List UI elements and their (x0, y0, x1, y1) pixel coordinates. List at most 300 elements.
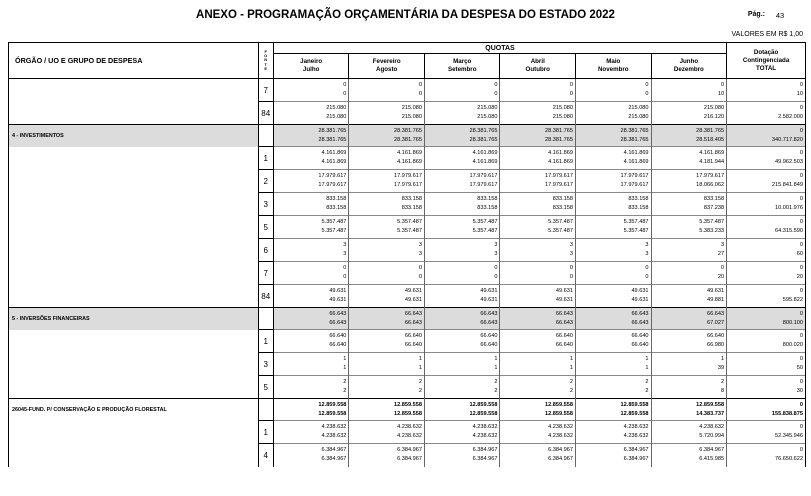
dotacao-value: 0 (799, 288, 803, 294)
total-value: 50 (796, 365, 803, 371)
second-half-value: 28.518.405 (696, 136, 725, 143)
second-half-value: 66.640 (329, 342, 347, 348)
month-value-cell (273, 193, 349, 216)
second-half-value: 66.643 (480, 319, 498, 326)
second-half-value: 1 (645, 365, 649, 371)
month-value-cell (651, 239, 727, 262)
first-half-value: 2 (418, 379, 422, 385)
total-value: 215.841.849 (771, 182, 803, 188)
second-half-value: 4.161.869 (623, 159, 649, 165)
total-cell (727, 330, 806, 353)
month-value-cell (576, 330, 652, 353)
first-half-value: 4.161.869 (623, 150, 649, 156)
second-half-value: 215.080 (401, 114, 422, 120)
first-half-value: 2 (494, 379, 498, 385)
month-name: Fevereiro (372, 58, 401, 65)
second-half-value: 0 (494, 274, 498, 280)
month-value-cell (273, 239, 349, 262)
second-half-value: 66.640 (631, 342, 649, 348)
table-row (9, 353, 806, 376)
month-value-cell (500, 193, 576, 216)
total-cell (727, 399, 806, 421)
second-half-value: 0 (343, 274, 347, 280)
table-row (9, 330, 806, 353)
first-half-value: 0 (569, 82, 574, 88)
second-half-value: 20 (717, 274, 725, 280)
second-half-value: 12.859.558 (318, 410, 347, 417)
second-half-value: 5.357.487 (548, 228, 574, 234)
row-label (9, 444, 259, 467)
total-cell (727, 353, 806, 376)
table-row (9, 147, 806, 170)
first-half-value: 1 (343, 356, 347, 362)
month-value-cell (349, 125, 425, 147)
dotacao-value: 0 (799, 105, 803, 111)
second-half-value: 28.381.765 (620, 136, 649, 143)
second-half-value: 17.979.617 (318, 182, 347, 188)
total-value: 800.100 (782, 319, 803, 326)
first-half-value: 3 (645, 242, 649, 248)
row-fonte: 4 (258, 444, 273, 467)
first-half-value: 0 (494, 82, 498, 88)
first-half-value: 0 (418, 82, 422, 88)
total-value: 595.822 (782, 297, 803, 303)
first-half-value: 833.158 (703, 196, 725, 202)
second-half-value: 833.158 (401, 205, 422, 211)
first-half-value: 17.979.617 (318, 173, 347, 179)
second-half-value: 27 (717, 251, 725, 257)
second-half-value: 8 (721, 388, 725, 394)
month-value-cell (500, 399, 576, 421)
first-half-value: 5.357.487 (548, 219, 574, 225)
total-cell (727, 421, 806, 444)
org-column-header: ÓRGÃO / UO E GRUPO DE DESPESA (9, 43, 259, 79)
month-value-cell (424, 239, 500, 262)
second-half-value: 6.384.967 (472, 456, 498, 463)
first-half-value: 6.384.967 (699, 447, 725, 454)
first-half-value: 4.238.632 (548, 424, 574, 430)
month-value-cell (273, 79, 349, 102)
month-value-cell (273, 262, 349, 285)
table-row (9, 376, 806, 399)
total-value: 49.962.503 (775, 159, 803, 165)
first-half-value: 1 (494, 356, 498, 362)
row-fonte: 1 (258, 421, 273, 444)
first-half-value: 4.161.869 (699, 150, 725, 156)
first-half-value: 833.158 (552, 196, 574, 202)
second-half-value: 4.161.869 (472, 159, 498, 165)
first-half-value: 833.158 (477, 196, 498, 202)
month-value-cell (349, 308, 425, 330)
row-fonte: 3 (258, 353, 273, 376)
second-half-value: 3 (418, 251, 422, 257)
month-value-cell (349, 79, 425, 102)
row-fonte: 5 (258, 376, 273, 399)
first-half-value: 2 (343, 379, 347, 385)
first-half-value: 1 (569, 356, 574, 362)
second-half-value: 3 (569, 251, 574, 257)
report-title: ANEXO - PROGRAMAÇÃO ORÇAMENTÁRIA DA DESPESA DO ESTADO 2022 (196, 9, 615, 21)
dotacao-value: 0 (799, 310, 803, 317)
month-value-cell (273, 399, 349, 421)
first-half-value: 66.640 (707, 333, 725, 339)
first-half-value: 66.640 (480, 333, 498, 339)
total-value: 20 (796, 274, 803, 280)
second-half-value: 66.640 (555, 342, 574, 348)
second-half-value: 17.979.617 (545, 182, 574, 188)
fonte-letter: O (264, 53, 268, 59)
table-header (9, 43, 806, 79)
second-half-value: 837.238 (703, 205, 725, 211)
second-half-value: 3 (645, 251, 649, 257)
row-fonte: 1 (258, 330, 273, 353)
total-value: 60 (796, 251, 803, 257)
first-half-value: 5.357.487 (623, 219, 649, 225)
month-value-cell (273, 353, 349, 376)
first-half-value: 1 (645, 356, 649, 362)
month-value-cell (349, 102, 425, 125)
first-half-value: 49.631 (707, 288, 725, 294)
first-half-value: 17.979.617 (696, 173, 725, 179)
month-value-cell (273, 308, 349, 330)
total-value: 800.020 (782, 342, 803, 348)
second-half-value: 49.631 (329, 297, 347, 303)
month-header (424, 54, 500, 79)
second-half-value: 28.381.765 (469, 136, 498, 143)
first-half-value: 2 (569, 379, 574, 385)
total-cell (727, 125, 806, 147)
month-value-cell (500, 102, 576, 125)
second-half-value: 6.384.967 (321, 456, 347, 463)
month-value-cell (576, 308, 652, 330)
month-value-cell (651, 125, 727, 147)
row-label (9, 193, 259, 216)
month-value-cell (576, 239, 652, 262)
first-half-value: 12.859.558 (620, 401, 649, 408)
first-half-value: 6.384.967 (397, 447, 422, 454)
first-half-value: 3 (721, 242, 725, 248)
first-half-value: 66.643 (555, 310, 574, 317)
second-half-value: 14.383.737 (696, 410, 725, 417)
month-value-cell (424, 376, 500, 399)
second-half-value: 2 (569, 388, 574, 394)
first-half-value: 49.631 (555, 288, 574, 294)
first-half-value: 0 (721, 265, 725, 271)
fonte-column-header (258, 43, 273, 79)
second-half-value: 28.381.765 (318, 136, 347, 143)
fonte-letter: N (264, 57, 268, 63)
first-half-value: 66.640 (555, 333, 574, 339)
total-cell (727, 308, 806, 330)
second-half-value: 49.631 (404, 297, 422, 303)
month-value-cell (651, 147, 727, 170)
second-half-value: 2 (418, 388, 422, 394)
table-row (9, 102, 806, 125)
fonte-letter: E (264, 65, 268, 71)
second-half-value: 17.979.617 (393, 182, 422, 188)
second-half-value: 1 (494, 365, 498, 371)
first-half-value: 66.643 (480, 310, 498, 317)
table-row (9, 285, 806, 308)
first-half-value: 6.384.967 (623, 447, 649, 454)
first-half-value: 2 (721, 379, 725, 385)
month-value-cell (500, 239, 576, 262)
row-label: 5 - INVERSÕES FINANCEIRAS (9, 308, 259, 330)
second-half-value: 2 (494, 388, 498, 394)
total-value: 155.838.875 (771, 410, 803, 417)
first-half-value: 2 (645, 379, 649, 385)
table-body (9, 79, 806, 467)
month-value-cell (349, 285, 425, 308)
second-half-value: 4.161.869 (548, 159, 574, 165)
month-value-cell (424, 170, 500, 193)
first-half-value: 215.080 (477, 105, 498, 111)
second-half-value: 5.357.487 (397, 228, 422, 234)
second-half-value: 12.859.558 (545, 410, 574, 417)
total-value: 52.345.946 (775, 433, 803, 439)
month-value-cell (424, 125, 500, 147)
first-half-value: 17.979.617 (469, 173, 498, 179)
first-half-value: 4.238.632 (321, 424, 347, 430)
month-value-cell (424, 79, 500, 102)
month-value-cell (424, 102, 500, 125)
dotacao-value: 0 (799, 173, 803, 179)
first-half-value: 12.859.558 (469, 401, 498, 408)
month-value-cell (500, 170, 576, 193)
month-value-cell (273, 147, 349, 170)
month-name: Setembro (447, 66, 477, 73)
table-row (9, 170, 806, 193)
second-half-value: 6.384.967 (397, 456, 422, 463)
first-half-value: 12.859.558 (545, 401, 574, 408)
dotacao-value: 0 (799, 333, 803, 339)
month-value-cell (500, 376, 576, 399)
total-label: TOTAL (756, 64, 777, 72)
second-half-value: 66.640 (404, 342, 422, 348)
second-half-value: 5.357.487 (321, 228, 347, 234)
month-name: Abril (530, 58, 545, 65)
second-half-value: 1 (343, 365, 347, 371)
first-half-value: 66.643 (404, 310, 422, 317)
first-half-value: 3 (418, 242, 422, 248)
month-value-cell (576, 193, 652, 216)
second-half-value: 215.080 (326, 114, 347, 120)
first-half-value: 49.631 (480, 288, 498, 294)
row-label: 26045-FUND. P/ CONSERVAÇÃO E PRODUÇÃO FLORESTAL (9, 399, 259, 421)
row-fonte: 7 (258, 79, 273, 102)
dotacao-header (727, 43, 806, 79)
first-half-value: 3 (343, 242, 347, 248)
first-half-value: 12.859.558 (393, 401, 422, 408)
fonte-letter: T (264, 61, 267, 67)
month-value-cell (349, 239, 425, 262)
month-value-cell (273, 376, 349, 399)
dotacao-value: 0 (799, 150, 803, 156)
row-label (9, 102, 259, 125)
second-half-value: 67.027 (707, 319, 725, 326)
month-name: Agosto (376, 66, 398, 73)
month-name: Novembro (597, 66, 629, 73)
second-half-value: 5.357.487 (472, 228, 498, 234)
month-value-cell (273, 102, 349, 125)
month-value-cell (500, 308, 576, 330)
first-half-value: 215.080 (552, 105, 574, 111)
total-value: 2.582.000 (778, 114, 803, 120)
row-label (9, 421, 259, 444)
total-cell (727, 79, 806, 102)
first-half-value: 4.161.869 (321, 150, 347, 156)
first-half-value: 1 (721, 356, 725, 362)
second-half-value: 12.859.558 (393, 410, 422, 417)
page-indicator (747, 11, 785, 20)
total-cell (727, 285, 806, 308)
dotacao-value: 0 (799, 401, 803, 408)
month-value-cell (424, 262, 500, 285)
table-row (9, 399, 806, 421)
row-label (9, 353, 259, 376)
row-fonte: 2 (258, 170, 273, 193)
row-label (9, 376, 259, 399)
second-half-value: 0 (645, 274, 649, 280)
second-half-value: 28.381.765 (545, 136, 574, 143)
second-half-value: 66.643 (404, 319, 422, 326)
first-half-value: 5.357.487 (321, 219, 347, 225)
second-half-value: 4.181.944 (699, 159, 725, 165)
first-half-value: 4.238.632 (472, 424, 498, 430)
total-cell (727, 376, 806, 399)
first-half-value: 0 (418, 265, 422, 271)
second-half-value: 10 (717, 91, 725, 97)
month-header (500, 54, 576, 79)
first-half-value: 3 (569, 242, 574, 248)
second-half-value: 833.158 (628, 205, 649, 211)
page-number: 43 (775, 11, 785, 20)
month-value-cell (424, 308, 500, 330)
month-value-cell (500, 353, 576, 376)
month-header (273, 54, 349, 79)
second-half-value: 4.238.632 (548, 433, 574, 439)
month-value-cell (349, 147, 425, 170)
second-half-value: 1 (418, 365, 422, 371)
month-value-cell (424, 399, 500, 421)
second-half-value: 0 (494, 91, 498, 97)
month-value-cell (424, 330, 500, 353)
month-value-cell (651, 193, 727, 216)
second-half-value: 4.238.632 (321, 433, 347, 439)
second-half-value: 66.643 (631, 319, 649, 326)
month-value-cell (576, 444, 652, 467)
second-half-value: 4.238.632 (623, 433, 649, 439)
month-value-cell (500, 79, 576, 102)
row-fonte: 1 (258, 147, 273, 170)
month-name: Janeiro (300, 58, 323, 65)
second-half-value: 12.859.558 (469, 410, 498, 417)
row-label (9, 262, 259, 285)
first-half-value: 0 (721, 82, 725, 88)
month-value-cell (349, 353, 425, 376)
first-half-value: 66.643 (707, 310, 725, 317)
second-half-value: 49.631 (480, 297, 498, 303)
contingenciada-label: Contingenciada (742, 56, 790, 64)
second-half-value: 17.979.617 (620, 182, 649, 188)
dotacao-value: 0 (799, 242, 803, 248)
second-half-value: 28.381.765 (393, 136, 422, 143)
row-label (9, 216, 259, 239)
month-value-cell (651, 421, 727, 444)
second-half-value: 2 (645, 388, 649, 394)
month-value-cell (349, 376, 425, 399)
month-value-cell (576, 262, 652, 285)
month-value-cell (500, 147, 576, 170)
row-label (9, 147, 259, 170)
total-value: 64.315.590 (775, 228, 803, 234)
total-value: 340.717.820 (771, 136, 803, 143)
total-value: 10.001.976 (775, 205, 803, 211)
first-half-value: 215.080 (401, 105, 422, 111)
total-cell (727, 170, 806, 193)
first-half-value: 4.238.632 (623, 424, 649, 430)
second-half-value: 3 (494, 251, 498, 257)
total-cell (727, 102, 806, 125)
dotacao-value: 0 (799, 196, 803, 202)
month-name: Maio (606, 58, 621, 65)
month-value-cell (273, 285, 349, 308)
first-half-value: 833.158 (401, 196, 422, 202)
second-half-value: 3 (343, 251, 347, 257)
second-half-value: 4.238.632 (472, 433, 498, 439)
row-label (9, 330, 259, 353)
month-value-cell (500, 125, 576, 147)
table-row (9, 444, 806, 467)
second-half-value: 5.720.994 (699, 433, 725, 439)
row-fonte: 7 (258, 262, 273, 285)
month-value-cell (349, 330, 425, 353)
month-value-cell (576, 147, 652, 170)
first-half-value: 17.979.617 (620, 173, 649, 179)
dotacao-value: 0 (799, 219, 803, 225)
first-half-value: 215.080 (628, 105, 649, 111)
month-name: Julho (302, 66, 320, 73)
month-value-cell (576, 125, 652, 147)
row-fonte: 3 (258, 193, 273, 216)
month-value-cell (349, 170, 425, 193)
first-half-value: 0 (569, 265, 574, 271)
first-half-value: 1 (418, 356, 422, 362)
page-label: Pág.: (747, 11, 765, 18)
month-value-cell (273, 330, 349, 353)
first-half-value: 28.381.765 (696, 127, 725, 134)
month-value-cell (424, 285, 500, 308)
first-half-value: 28.381.765 (393, 127, 422, 134)
first-half-value: 3 (494, 242, 498, 248)
month-value-cell (651, 285, 727, 308)
second-half-value: 39 (717, 365, 725, 371)
total-cell (727, 147, 806, 170)
month-value-cell (424, 216, 500, 239)
first-half-value: 66.643 (631, 310, 649, 317)
table-row (9, 308, 806, 330)
first-half-value: 0 (494, 265, 498, 271)
month-value-cell (500, 421, 576, 444)
first-half-value: 0 (343, 265, 347, 271)
first-half-value: 4.238.632 (397, 424, 422, 430)
month-name: Junho (679, 58, 699, 65)
month-value-cell (349, 216, 425, 239)
month-value-cell (576, 216, 652, 239)
first-half-value: 12.859.558 (318, 401, 347, 408)
row-label (9, 79, 259, 102)
month-value-cell (500, 285, 576, 308)
